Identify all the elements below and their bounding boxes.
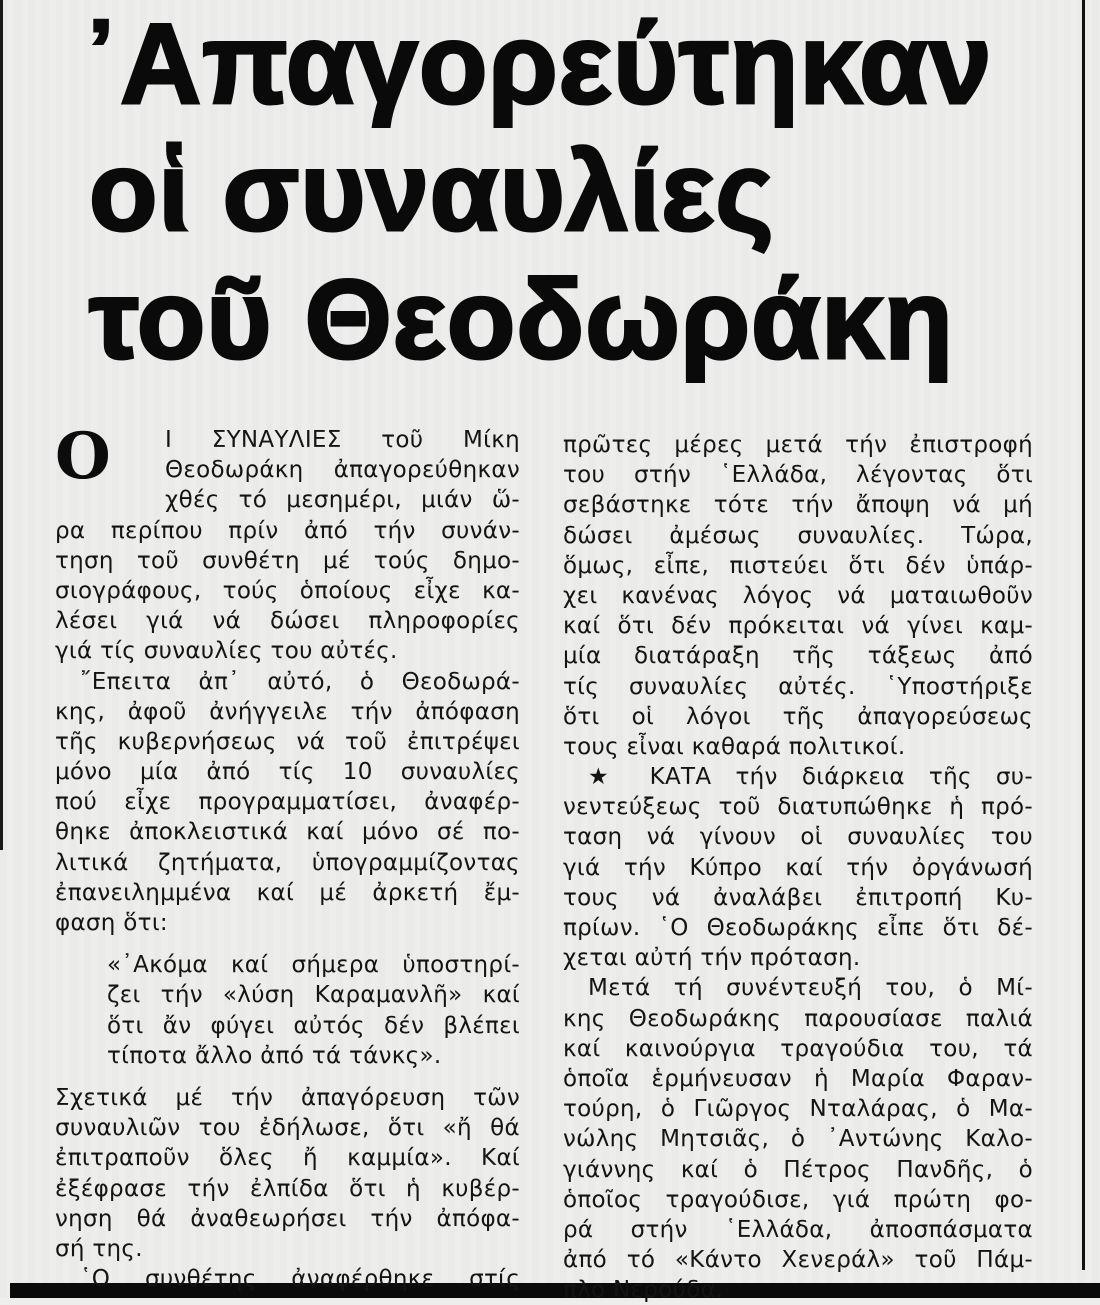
headline bbox=[44, 0, 1044, 384]
text-line: ῎Επειτα ἀπ᾿ αὐτό, ὁ Θεοδωρά- bbox=[80, 668, 520, 695]
text-line: ρά στήν ῾Ελλάδα, ἀποσπάσματα bbox=[563, 1216, 1033, 1243]
text-line: τους νά ἀναλάβει ἐπιτροπή Κυ- bbox=[563, 884, 1033, 911]
text-line: ρα περίπου πρίν ἀπό τήν συνάν- bbox=[55, 517, 520, 544]
text-line: ὅμως, εἶπε, πιστεύει ὅτι δέν ὑπάρ- bbox=[563, 552, 1033, 579]
text-line: πρίων. ῾Ο Θεοδωράκης εἶπε ὅτι δέ- bbox=[563, 915, 1033, 941]
text-line: Σχετικά μέ τήν ἀπαγόρευση τῶν bbox=[55, 1084, 520, 1111]
text-line: πλο Νερούδα. bbox=[563, 1277, 724, 1304]
article-column-left bbox=[55, 419, 520, 1294]
text-line: πού εἶχε προγραμματίσει, ἀναφέρ- bbox=[55, 789, 520, 816]
text-line: ῾Ο συνθέτης ἀναφέρθηκε στίς bbox=[80, 1266, 520, 1293]
text-line: γιά τίς συναυλίες του αὐτές. bbox=[55, 638, 398, 665]
text-line: τούρη, ὁ Γιῶργος Νταλάρας, ὁ Μα- bbox=[563, 1096, 1033, 1123]
text-line: «᾿Ακόμα καί σήμερα ὑποστηρί- bbox=[107, 952, 520, 979]
headline-line: ᾿Απαγορεύτηκαν bbox=[82, 0, 993, 128]
text-line: θηκε ἀποκλειστικά καί μόνο σέ πο- bbox=[55, 819, 520, 846]
text-line: Ι ΣΥΝΑΥΛΙΕΣ τοῦ Μίκη bbox=[165, 427, 520, 453]
text-line: τηση τοῦ συνθέτη μέ τούς δημο- bbox=[55, 547, 520, 574]
text-line: μόνο μία ἀπό τίς 10 συναυλίες bbox=[55, 759, 520, 786]
text-line: καί ὅτι δέν πρόκειται νά γίνει καμ- bbox=[563, 613, 1033, 640]
text-line: ὅτι οἱ λόγοι τῆς ἀπαγορεύσεως bbox=[563, 703, 1033, 730]
text-line: νώλης Μητσιᾶς, ὁ ᾿Αντώνης Καλο- bbox=[563, 1126, 1033, 1153]
text-line: ὁποῖα ἑρμήνευσαν ἡ Μαρία Φαραν- bbox=[563, 1065, 1033, 1092]
text-line: χθές τό μεσημέρι, μιάν ὥ- bbox=[165, 487, 520, 514]
paragraph-gap bbox=[55, 938, 520, 950]
text-line: νεντεύξεως τοῦ διατυπώθηκε ἡ πρό- bbox=[563, 794, 1033, 821]
column-rule-right bbox=[1082, 0, 1085, 1270]
text-line: νηση θά ἀναθεωρήσει τήν ἀπόφα- bbox=[55, 1205, 520, 1232]
column-rule-left bbox=[0, 0, 3, 850]
text-line: ἐπιτραποῦν ὅλες ἤ καμμία». Καί bbox=[55, 1145, 520, 1172]
text-line: σή της. bbox=[55, 1235, 143, 1262]
text-line: σεβάστηκε τότε τήν ἄποψη νά μή bbox=[563, 492, 1033, 519]
text-line: φαση ὅτι: bbox=[55, 910, 168, 936]
text-line: τίς συναυλίες αὐτές. ῾Υποστήριξε bbox=[563, 673, 1033, 700]
text-line: ἀπό τό «Κάντο Χενεράλ» τοῦ Πάμ- bbox=[563, 1247, 1033, 1274]
text-line: πρῶτες μέρες μετά τήν ἐπιστροφή bbox=[563, 432, 1033, 458]
headline-line: τοῦ Θεοδωράκη bbox=[89, 257, 954, 382]
text-line: τίποτα ἄλλο ἀπό τά τάνκς». bbox=[107, 1042, 442, 1069]
text-line: ὁποῖος τραγούδισε, γιά πρώτη φο- bbox=[563, 1186, 1033, 1213]
text-line: δώσει ἀμέσως συναυλίες. Τώρα, bbox=[563, 522, 1033, 549]
text-line: ταση νά γίνουν οἱ συναυλίες του bbox=[563, 824, 1033, 851]
text-line: Θεοδωράκη ἀπαγορεύθηκαν bbox=[165, 457, 520, 484]
article-column-right bbox=[563, 430, 1033, 1305]
text-line: ζει τήν «λύση Καραμανλῆ» καί bbox=[107, 982, 520, 1009]
text-line: ἐξέφρασε τήν ἐλπίδα ὅτι ἡ κυβέρ- bbox=[55, 1175, 520, 1202]
text-line: κης, ἀφοῦ ἀνήγγειλε τήν ἀπόφαση bbox=[55, 698, 520, 725]
text-line: χει κανένας λόγος νά ματαιωθοῦν bbox=[563, 582, 1033, 609]
text-line: γιάννης καί ὁ Πέτρος Πανδῆς, ὁ bbox=[563, 1156, 1033, 1183]
text-line: γιά τήν Κύπρο καί τήν ὀργάνωσή bbox=[563, 854, 1033, 881]
drop-cap: Ο bbox=[55, 419, 111, 494]
headline-line: οἱ συναυλίες bbox=[89, 129, 775, 254]
text-line: λιτικά ζητήματα, ὑπογραμμίζοντας bbox=[55, 849, 520, 876]
text-line: χεται αὐτή τήν πρόταση. bbox=[563, 945, 861, 972]
text-line: μία διατάραξη τῆς τάξεως ἀπό bbox=[563, 643, 1033, 670]
paragraph-gap bbox=[55, 1071, 520, 1083]
text-line: Μετά τή συνέντευξή του, ὁ Μί- bbox=[588, 975, 1033, 1002]
text-line: ὅτι ἄν φύγει αὐτός δέν βλέπει bbox=[107, 1012, 520, 1039]
text-line: συναυλιῶν του ἐδήλωσε, ὅτι «ἤ θά bbox=[55, 1115, 520, 1142]
text-line: καί καινούργια τραγούδια του, τά bbox=[563, 1035, 1033, 1062]
text-line: ἐπανειλημμένα καί μέ ἀρκετή ἔμ- bbox=[55, 879, 520, 906]
text-line: λέσει γιά νά δώσει πληροφορίες bbox=[55, 608, 520, 635]
text-line: ★ ΚΑΤΑ τήν διάρκεια τῆς συ- bbox=[588, 764, 1033, 791]
text-line: σιογράφους, τούς ὁποίους εἶχε κα- bbox=[55, 577, 520, 604]
text-line: τῆς κυβερνήσεως νά τοῦ ἐπιτρέψει bbox=[55, 728, 520, 755]
text-line: κης Θεοδωράκης παρουσίασε παλιά bbox=[563, 1005, 1033, 1032]
text-line: του στήν ῾Ελλάδα, λέγοντας ὅτι bbox=[563, 462, 1033, 489]
text-line: τους εἶναι καθαρά πολιτικοί. bbox=[563, 733, 906, 760]
